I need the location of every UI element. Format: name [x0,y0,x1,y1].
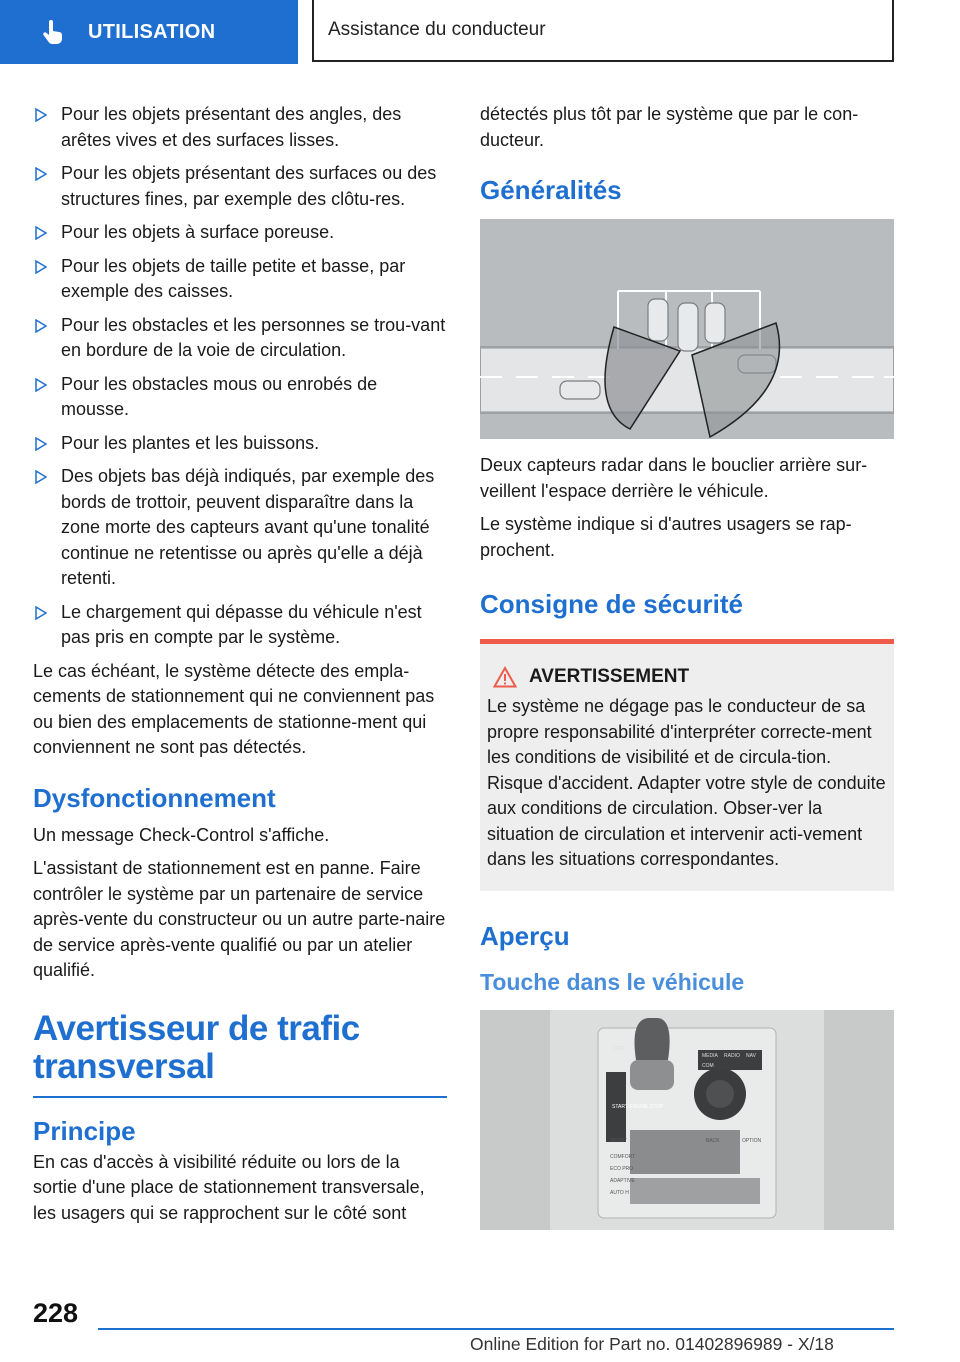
list-item-text: Pour les obstacles mous ou enrobés de mousse. [61,373,378,419]
warning-text: Le système ne dégage pas le conducteur de sa propre responsabilité d'interpréter correcte-ment les conditions de visibilité et de circula-tion. Risque d'accident. Adapter votre style de conduite aux conditions de circulation. Obser-ver la situation de circulation et intervenir acti-vement dans les situations correspondantes. [487,696,886,869]
list-item [33,600,447,651]
footer-rule [98,1328,894,1330]
list-item-text: Des objets bas déjà indiqués, par exemple des bords de trottoir, peuvent disparaître dans la zone morte des capteurs avant qu'une tonalité continue ne retentisse ou après qu'elle a déjà retenti. [61,466,435,588]
warning-triangle-icon [493,666,517,688]
list-item-text: Pour les objets de taille petite et basse, par exemple des caisses. [61,255,406,301]
chapter-title: Assistance du conducteur [328,19,546,40]
list-item [33,220,447,246]
list-item-text: Le chargement qui dépasse du véhicule n'est pas pris en compte par le système. [61,601,422,647]
edition-note: Online Edition for Part no. 01402896989 - X/18 [470,1334,834,1354]
list-item [33,313,447,364]
hand-pointer-icon [40,19,66,45]
console-label-sport: SPORT [610,1137,628,1144]
console-illustration [480,1010,894,1230]
console-label-adaptive: ADAPTIVE [610,1177,635,1184]
section-heading-dysfonctionnement: Dysfonctionnement [33,782,276,813]
paragraph: Un message Check-Control s'affiche. [33,824,330,845]
console-label-radio: RADIO [724,1052,740,1059]
list-item-text: Pour les objets présentant des surfaces ou des structures fines, par exemple des clôtu-res. [61,163,437,209]
triangle-bullet-icon [35,260,47,274]
radar-diagram-image [480,219,894,439]
triangle-bullet-icon [35,319,47,333]
warning-title: AVERTISSEMENT [529,666,690,687]
section-tab[interactable] [0,0,298,64]
console-label-start: START ENGINE STOP [612,1103,664,1110]
triangle-bullet-icon [35,108,47,122]
subsection-heading-touche: Touche dans le véhicule [480,968,745,995]
section-title: UTILISATION [88,20,216,43]
console-photo [480,1010,894,1230]
paragraph: En cas d'accès à visibilité réduite ou lors de la sortie d'une place de stationnement transversale, les usagers qui se rapprochent sur le côté sont [33,1151,425,1223]
console-label-off: OFF [614,1045,624,1052]
section-heading-principe: Principe [33,1115,136,1146]
console-label-option: OPTION [742,1137,762,1144]
console-label-nav: NAV [746,1052,756,1059]
paragraph: L'assistant de stationnement est en panne. Faire contrôler le système par un partenaire de service après-vente du constructeur ou un autre parte-naire de service après-vente qualifié ou par un atelier qualifié. [33,858,446,980]
console-label-comfort: COMFORT [610,1153,636,1160]
triangle-bullet-icon [35,167,47,181]
page-number: 228 [33,1298,79,1328]
paragraph: Le cas échéant, le système détecte des empla-cements de stationnement qui ne conviennent pas ou bien des emplacements de stationne-ment qui conviennent ne sont pas détectés. [33,660,435,757]
chapter-tab[interactable] [312,0,894,62]
paragraph: Deux capteurs radar dans le bouclier arrière sur-veillent l'espace derrière le véhicule. [480,455,868,501]
triangle-bullet-icon [35,437,47,451]
limitation-list [33,102,447,651]
paragraph: Le système indique si d'autres usagers se rap-prochent. [480,514,852,560]
list-item-text: Pour les objets à surface poreuse. [61,222,335,242]
section-heading-generalites: Généralités [480,175,622,205]
triangle-bullet-icon [35,470,47,484]
list-item-text: Pour les objets présentant des angles, des arêtes vives et des surfaces lisses. [61,104,402,150]
paragraph: détectés plus tôt par le système que par le con-ducteur. [480,104,859,150]
list-item [33,431,447,457]
console-label-media: MEDIA [702,1052,718,1059]
list-item [33,161,447,212]
console-label-auto-h: AUTO H [610,1189,629,1196]
right-column [480,102,894,1230]
list-item-text: Pour les obstacles et les personnes se trou-vant en bordure de la voie de circulation. [61,314,446,360]
triangle-bullet-icon [35,226,47,240]
list-item [33,372,447,423]
triangle-bullet-icon [35,378,47,392]
chapter-heading: Avertisseur de trafic transversal [33,1008,360,1086]
heading-rule [33,1096,447,1098]
list-item [33,102,447,153]
left-column [33,102,447,1234]
list-item-text: Pour les plantes et les buissons. [61,432,320,453]
console-label-back: BACK [706,1137,720,1144]
radar-diagram-illustration [480,219,894,439]
console-label-com: COM [702,1062,714,1069]
triangle-bullet-icon [35,606,47,620]
list-item [33,464,447,592]
console-label-eco-pro: ECO PRO [610,1165,634,1172]
warning-box [480,639,894,891]
list-item [33,254,447,305]
section-heading-consigne: Consigne de sécurité [480,589,743,619]
section-heading-apercu: Aperçu [480,920,570,951]
warning-header [487,666,886,688]
